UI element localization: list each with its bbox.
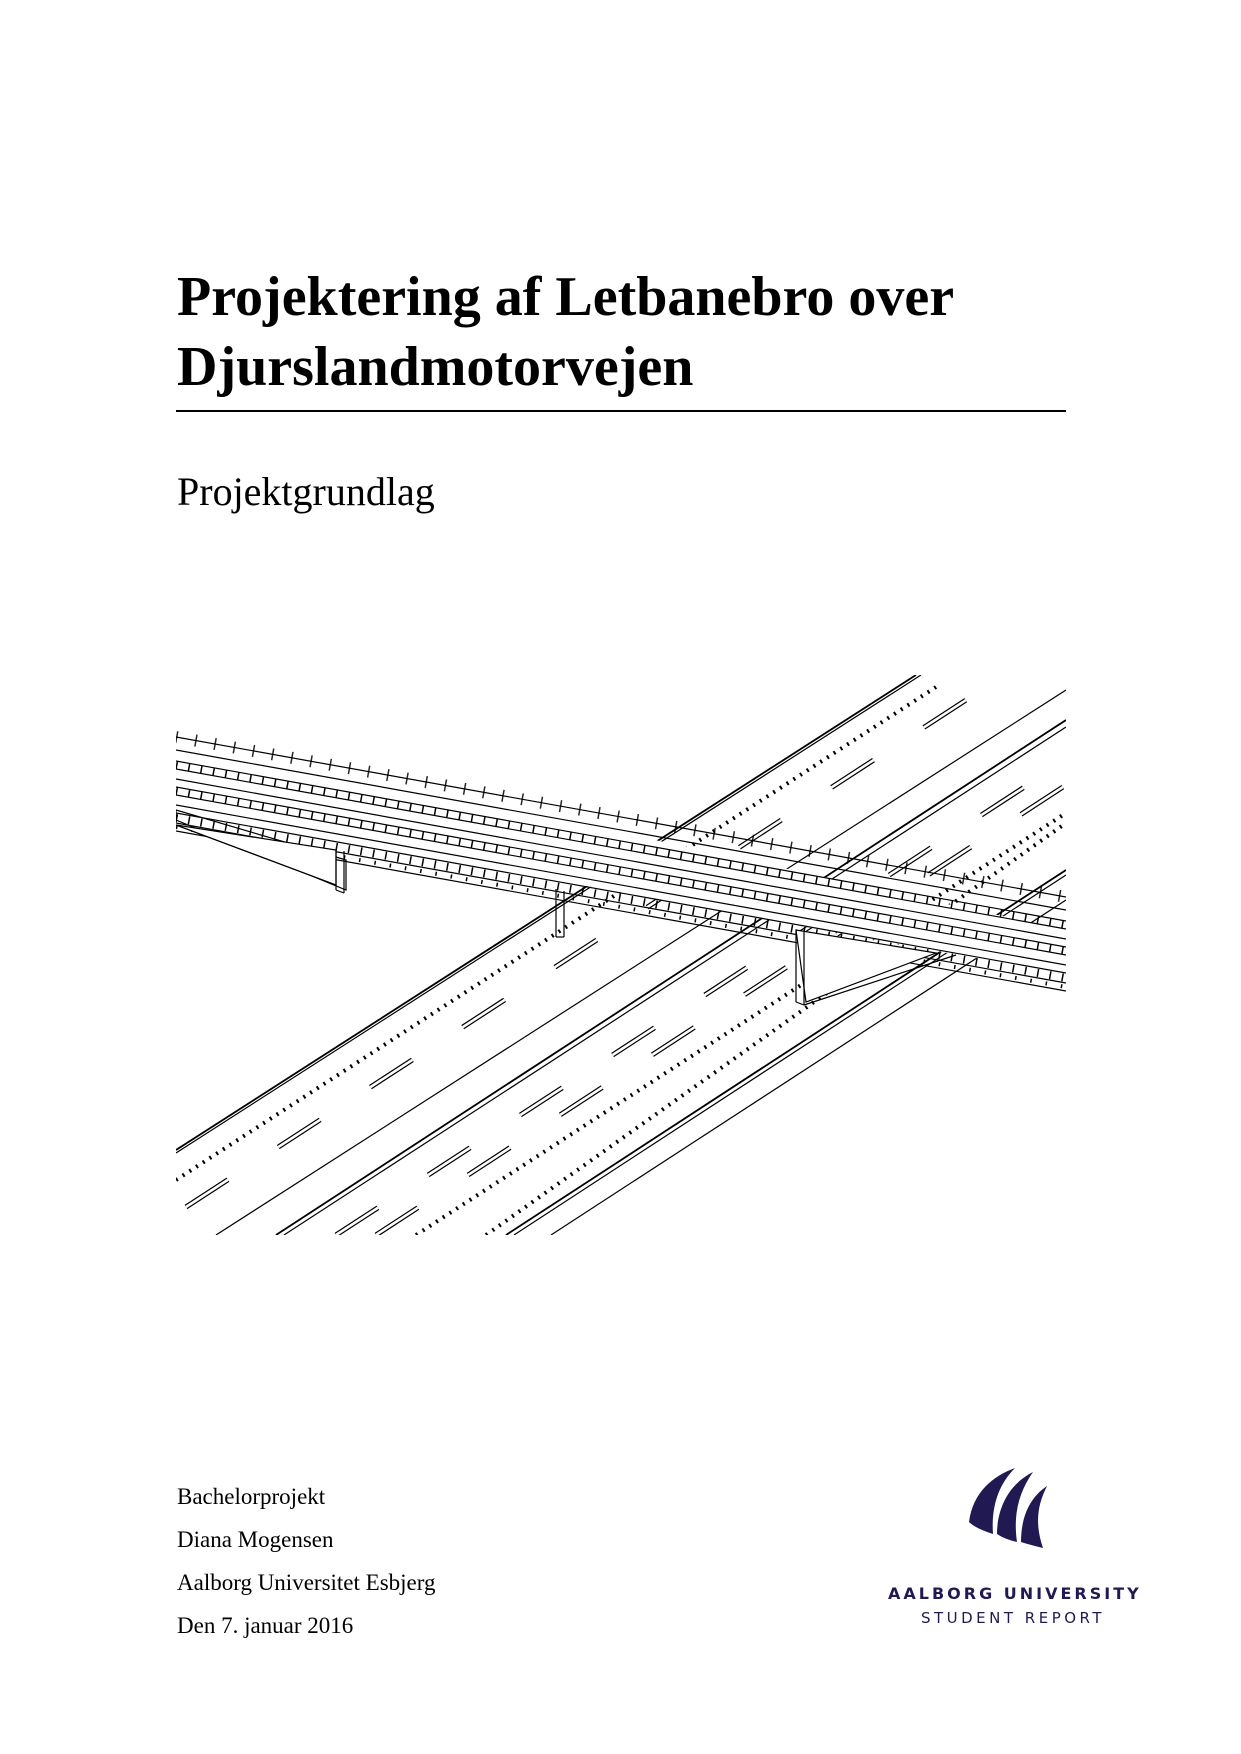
logo-university-name: AALBORG UNIVERSITY: [888, 1584, 1142, 1603]
report-subtitle: Projektgrundlag: [177, 469, 435, 514]
aau-logo-mark-icon: [963, 1462, 1063, 1562]
report-date: Den 7. januar 2016: [177, 1613, 354, 1638]
report-details: [177, 1475, 436, 1647]
author-name: Diana Mogensen: [177, 1527, 334, 1552]
report-title-line-1: Projektering af Letbanebro over: [177, 266, 955, 328]
motorway-edge-lines: [176, 675, 1066, 1235]
institution-name: Aalborg Universitet Esbjerg: [177, 1570, 436, 1595]
report-title-line-2: Djurslandmotorvejen: [177, 336, 694, 398]
logo-student-report: STUDENT REPORT: [920, 1609, 1106, 1627]
bridge-line-drawing: [176, 675, 1066, 1235]
project-type: Bachelorprojekt: [177, 1484, 326, 1509]
report-title: [177, 262, 1077, 402]
title-divider: [176, 410, 1066, 412]
aalborg-university-logo: [888, 1462, 1142, 1632]
